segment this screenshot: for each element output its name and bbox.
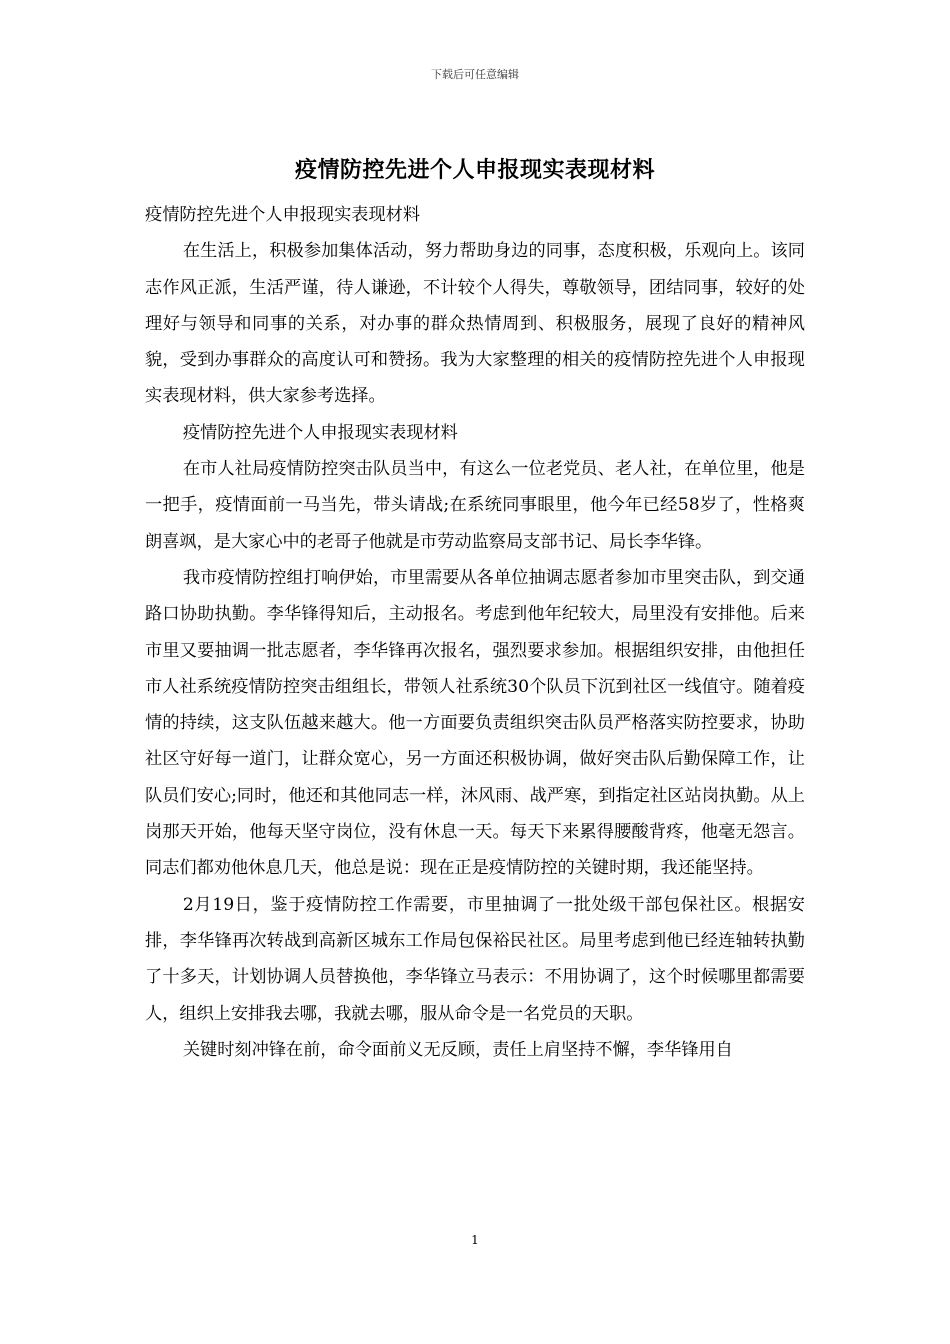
header-note: 下载后可任意编辑 <box>431 68 519 81</box>
paragraph-intro: 在生活上，积极参加集体活动，努力帮助身边的同事，态度积极，乐观向上。该同志作风正派，生活严谨，待人谦逊，不计较个人得失，尊敬领导，团结同事，较好的处理好与领导和同事的关系，对办事的群众热情周到、积极服务，展现了良好的精神风貌，受到办事群众的高度认可和赞扬。我为大家整理的相关的疫情防控先进个人申报现实表现材料，供大家参考选择。 <box>145 241 805 407</box>
paragraph-1: 在市人社局疫情防控突击队员当中，有这么一位老党员、老人社，在单位里，他是一把手，疫情面前一马当先，带头请战;在系统同事眼里，他今年已经58岁了，性格爽朗喜飒，是大家心中的老哥子他就是市劳动监察局支部书记、局长李华锋。 <box>145 459 805 552</box>
paragraph-2: 我市疫情防控组打响伊始，市里需要从各单位抽调志愿者参加市里突击队，到交通路口协助执勤。李华锋得知后，主动报名。考虑到他年纪较大，局里没有安排他。后来市里又要抽调一批志愿者，李华锋再次报名，强烈要求参加。根据组织安排，由他担任市人社系统疫情防控突击组组长，带领人社系统30个队员下沉到社区一线值守。随着疫情的持续，这支队伍越来越大。他一方面要负责组织突击队员严格落实防控要求，协助社区守好每一道门，让群众宽心，另一方面还积极协调，做好突击队后勤保障工作，让队员们安心;同时，他还和其他同志一样，沐风雨、战严寒，到指定社区站岗执勤。从上岗那天开始，他每天坚守岗位，没有休息一天。每天下来累得腰酸背疼，他毫无怨言。同志们都劝他休息几天，他总是说：现在正是疫情防控的关键时期，我还能坚持。 <box>145 567 805 879</box>
paragraph-3: 2月19日，鉴于疫情防控工作需要，市里抽调了一批处级干部包保社区。根据安排，李华锋再次转战到高新区城东工作局包保裕民社区。局里考虑到他已经连轴转执勤了十多天，计划协调人员替换他，李华锋立马表示：不用协调了，这个时候哪里都需要人，组织上安排我去哪，我就去哪，服从命令是一名党员的天职。 <box>145 894 805 1024</box>
section-heading: 疫情防控先进个人申报现实表现材料 <box>182 422 458 443</box>
document-title: 疫情防控先进个人申报现实表现材料 <box>294 157 655 183</box>
intro-heading: 疫情防控先进个人申报现实表现材料 <box>145 205 421 225</box>
paragraph-4: 关键时刻冲锋在前，命令面前义无反顾，责任上肩坚持不懈，李华锋用自 <box>182 1039 733 1060</box>
page-number: 1 <box>471 1233 479 1247</box>
document-body <box>145 197 805 1068</box>
